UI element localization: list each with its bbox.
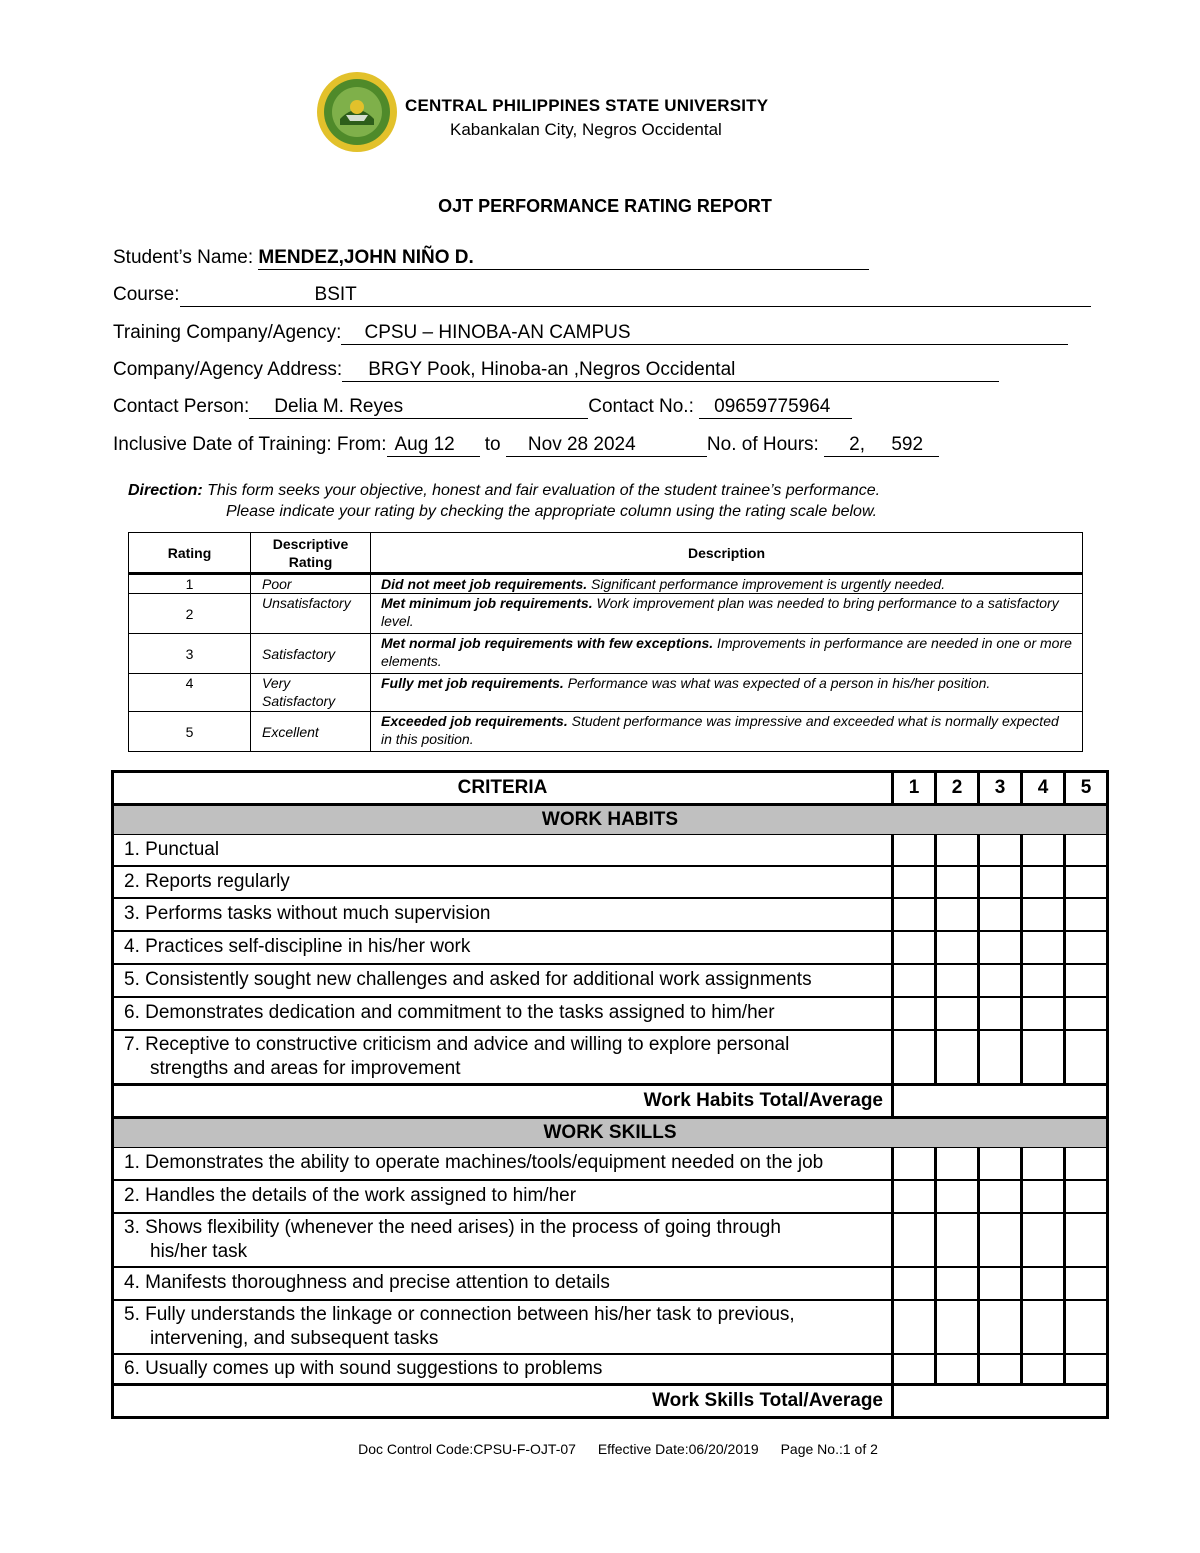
rating-column-5: 5 [1065, 772, 1108, 805]
hours-label: No. of Hours: [706, 434, 825, 455]
rating-box-3[interactable] [979, 1267, 1022, 1300]
scale-description-text: Student performance was impressive and exceeded what is normally expected in this position. [381, 713, 1059, 747]
scale-description [371, 712, 1083, 752]
rating-box-1[interactable] [893, 1354, 936, 1385]
rating-box-5[interactable] [1065, 1148, 1108, 1180]
rating-box-1[interactable] [893, 898, 936, 931]
direction-label: Direction: [128, 482, 203, 499]
rating-box-2[interactable] [936, 1267, 979, 1300]
scale-description-bold: Fully met job requirements. [381, 675, 564, 691]
course-label: Course: [113, 284, 180, 305]
company-line [113, 322, 1068, 345]
rating-box-2[interactable] [936, 835, 979, 866]
to-label: to [479, 434, 506, 455]
rating-box-4[interactable] [1022, 964, 1065, 997]
rating-box-2[interactable] [936, 1148, 979, 1180]
criteria-text-line-1: 3. Shows flexibility (whenever the need arises) in the process of going through [124, 1216, 781, 1238]
scale-description-bold: Met minimum job requirements. [381, 595, 593, 611]
from-date-value: Aug 12 [387, 434, 480, 457]
direction-line-2: Please indicate your rating by checking the appropriate column using the rating scale below. [226, 503, 878, 520]
contact-person-value: Delia M. Reyes [249, 396, 588, 419]
student-name-label: Student’s Name: [113, 247, 259, 268]
effective-date: Effective Date:06/20/2019 [597, 1441, 759, 1457]
scale-descriptive: Satisfactory [251, 634, 371, 674]
rating-box-4[interactable] [1022, 1300, 1065, 1354]
criteria-table [111, 770, 1109, 1419]
rating-header: Rating [129, 533, 251, 574]
criteria-text-line-2: his/her task [150, 1240, 248, 1262]
criteria-row [113, 1300, 1108, 1354]
rating-box-1[interactable] [893, 1180, 936, 1213]
university-address: Kabankalan City, Negros Occidental [450, 120, 722, 139]
training-dates-label: Inclusive Date of Training: From: [113, 434, 387, 455]
rating-box-2[interactable] [936, 1354, 979, 1385]
rating-column-3: 3 [979, 772, 1022, 805]
hours-value: 2, 592 [824, 434, 939, 457]
criteria-text [113, 1030, 893, 1085]
company-address-label: Company/Agency Address: [113, 359, 343, 380]
rating-scale-table [128, 532, 1083, 752]
company-label: Training Company/Agency: [113, 322, 342, 343]
rating-box-5[interactable] [1065, 1030, 1108, 1085]
rating-box-3[interactable] [979, 931, 1022, 964]
doc-control-code: Doc Control Code:CPSU-F-OJT-07 [358, 1441, 576, 1457]
rating-box-3[interactable] [979, 1300, 1022, 1354]
rating-box-5[interactable] [1065, 1180, 1108, 1213]
rating-box-5[interactable] [1065, 997, 1108, 1030]
work-skills-total-row [113, 1385, 1108, 1418]
rating-box-2[interactable] [936, 931, 979, 964]
criteria-text [113, 1213, 893, 1267]
criteria-text: 6. Usually comes up with sound suggestions to problems [113, 1354, 893, 1385]
rating-box-4[interactable] [1022, 866, 1065, 898]
rating-box-4[interactable] [1022, 898, 1065, 931]
rating-box-2[interactable] [936, 1300, 979, 1354]
section-title: WORK SKILLS [113, 1118, 1108, 1148]
page-footer [0, 1441, 1200, 1457]
criteria-row [113, 1180, 1108, 1213]
scale-row [129, 594, 1083, 634]
rating-box-1[interactable] [893, 866, 936, 898]
company-address-line [113, 359, 999, 382]
criteria-text-line-1: 7. Receptive to constructive criticism and advice and willing to explore personal [124, 1033, 790, 1055]
rating-box-2[interactable] [936, 997, 979, 1030]
scale-description-text: Significant performance improvement is urgently needed. [587, 576, 946, 592]
criteria-text: 1. Demonstrates the ability to operate machines/tools/equipment needed on the job [113, 1148, 893, 1180]
rating-box-5[interactable] [1065, 964, 1108, 997]
company-value: CPSU – HINOBA-AN CAMPUS [341, 322, 1068, 345]
rating-box-4[interactable] [1022, 931, 1065, 964]
work-habits-total-row [113, 1085, 1108, 1118]
criteria-text-line-2: strengths and areas for improvement [150, 1057, 461, 1079]
rating-box-1[interactable] [893, 997, 936, 1030]
rating-column-1: 1 [893, 772, 936, 805]
scale-row [129, 574, 1083, 594]
total-value-box[interactable] [893, 1085, 1108, 1118]
training-dates-line [113, 434, 939, 457]
rating-box-3[interactable] [979, 1354, 1022, 1385]
scale-description-bold: Met normal job requirements with few exceptions. [381, 635, 714, 651]
rating-box-3[interactable] [979, 1180, 1022, 1213]
criteria-text: 2. Reports regularly [113, 866, 893, 898]
scale-row [129, 712, 1083, 752]
rating-box-4[interactable] [1022, 1267, 1065, 1300]
rating-box-1[interactable] [893, 835, 936, 866]
rating-box-2[interactable] [936, 898, 979, 931]
rating-box-3[interactable] [979, 866, 1022, 898]
total-label: Work Habits Total/Average [113, 1085, 893, 1118]
rating-box-5[interactable] [1065, 866, 1108, 898]
criteria-row [113, 1030, 1108, 1085]
criteria-text: 6. Demonstrates dedication and commitment to the tasks assigned to him/her [113, 997, 893, 1030]
rating-box-5[interactable] [1065, 835, 1108, 866]
rating-box-3[interactable] [979, 1213, 1022, 1267]
rating-box-4[interactable] [1022, 1354, 1065, 1385]
criteria-row [113, 997, 1108, 1030]
section-title: WORK HABITS [113, 805, 1108, 835]
contact-no-value: 09659775964 [699, 396, 852, 419]
scale-descriptive: Very Satisfactory [251, 674, 371, 712]
rating-box-2[interactable] [936, 1180, 979, 1213]
rating-box-4[interactable] [1022, 1148, 1065, 1180]
rating-box-5[interactable] [1065, 1300, 1108, 1354]
scale-description-bold: Did not meet job requirements. [381, 576, 588, 592]
scale-description-bold: Exceeded job requirements. [381, 713, 568, 729]
rating-box-3[interactable] [979, 898, 1022, 931]
criteria-text: 4. Manifests thoroughness and precise attention to details [113, 1267, 893, 1300]
total-label: Work Skills Total/Average [113, 1385, 893, 1418]
student-name-value: MENDEZ,JOHN NIÑO D. [258, 247, 869, 270]
scale-rating: 2 [129, 594, 251, 634]
rating-box-5[interactable] [1065, 1267, 1108, 1300]
criteria-text: 1. Punctual [113, 835, 893, 866]
scale-description [371, 594, 1083, 634]
criteria-row [113, 866, 1108, 898]
scale-descriptive: Poor [251, 574, 371, 594]
scale-description-text: Work improvement plan was needed to bring performance to a satisfactory level. [381, 595, 1059, 629]
criteria-row [113, 1354, 1108, 1385]
contact-person-label: Contact Person: [113, 396, 250, 417]
rating-box-3[interactable] [979, 1148, 1022, 1180]
rating-box-3[interactable] [979, 1030, 1022, 1085]
scale-rating: 4 [129, 674, 251, 712]
course-value: BSIT [180, 284, 1091, 307]
page-number: Page No.:1 of 2 [780, 1441, 878, 1457]
scale-descriptive: Excellent [251, 712, 371, 752]
rating-box-4[interactable] [1022, 1030, 1065, 1085]
rating-box-5[interactable] [1065, 931, 1108, 964]
rating-box-3[interactable] [979, 835, 1022, 866]
rating-box-2[interactable] [936, 964, 979, 997]
scale-description-text: Improvements in performance are needed in one or more elements. [381, 635, 1072, 669]
section-header-work-skills [113, 1118, 1108, 1148]
to-date-value: Nov 28 2024 [506, 434, 707, 457]
report-title: OJT PERFORMANCE RATING REPORT [438, 196, 772, 216]
scale-description [371, 674, 1083, 712]
rating-box-2[interactable] [936, 1030, 979, 1085]
rating-box-1[interactable] [893, 1030, 936, 1085]
descriptive-rating-header: Descriptive Rating [251, 533, 371, 574]
rating-box-1[interactable] [893, 1148, 936, 1180]
criteria-text: 4. Practices self-discipline in his/her work [113, 931, 893, 964]
contact-line [113, 396, 852, 419]
direction-text [128, 480, 880, 522]
rating-box-4[interactable] [1022, 835, 1065, 866]
rating-column-2: 2 [936, 772, 979, 805]
rating-box-1[interactable] [893, 1213, 936, 1267]
rating-box-1[interactable] [893, 1300, 936, 1354]
scale-rating: 3 [129, 634, 251, 674]
criteria-text-line-1: 5. Fully understands the linkage or connection between his/her task to previous, [124, 1303, 795, 1325]
rating-scale-header [129, 533, 1083, 574]
criteria-row [113, 1148, 1108, 1180]
scale-description-text: Performance was what was expected of a person in his/her position. [563, 675, 991, 691]
rating-box-5[interactable] [1065, 1213, 1108, 1267]
criteria-text [113, 1300, 893, 1354]
scale-description [371, 634, 1083, 674]
criteria-row [113, 931, 1108, 964]
criteria-text-line-2: intervening, and subsequent tasks [150, 1327, 439, 1349]
criteria-row [113, 835, 1108, 866]
scale-rating: 1 [129, 574, 251, 594]
rating-box-3[interactable] [979, 964, 1022, 997]
scale-descriptive: Unsatisfactory [251, 594, 371, 634]
company-address-value: BRGY Pook, Hinoba-an ,Negros Occidental [342, 359, 999, 382]
rating-box-1[interactable] [893, 931, 936, 964]
rating-box-2[interactable] [936, 866, 979, 898]
course-line [113, 284, 1091, 307]
rating-box-4[interactable] [1022, 1180, 1065, 1213]
criteria-row [113, 1267, 1108, 1300]
student-name-line [113, 247, 869, 270]
rating-box-4[interactable] [1022, 997, 1065, 1030]
scale-description [371, 574, 1083, 594]
criteria-row [113, 1213, 1108, 1267]
total-value-box[interactable] [893, 1385, 1108, 1418]
criteria-row [113, 964, 1108, 997]
rating-box-1[interactable] [893, 1267, 936, 1300]
rating-column-4: 4 [1022, 772, 1065, 805]
university-seal [316, 71, 398, 153]
rating-box-5[interactable] [1065, 1354, 1108, 1385]
direction-line-1: This form seeks your objective, honest and fair evaluation of the student trainee’s performance. [202, 482, 881, 499]
criteria-header: CRITERIA [113, 772, 893, 805]
rating-box-4[interactable] [1022, 1213, 1065, 1267]
criteria-header-row [113, 772, 1108, 805]
rating-box-3[interactable] [979, 997, 1022, 1030]
rating-box-5[interactable] [1065, 898, 1108, 931]
contact-no-label: Contact No.: [588, 396, 700, 417]
scale-rating: 5 [129, 712, 251, 752]
scale-row [129, 634, 1083, 674]
criteria-text: 5. Consistently sought new challenges and asked for additional work assignments [113, 964, 893, 997]
rating-box-1[interactable] [893, 964, 936, 997]
section-header-work-habits [113, 805, 1108, 835]
criteria-text: 2. Handles the details of the work assigned to him/her [113, 1180, 893, 1213]
description-header: Description [371, 533, 1083, 574]
university-name: CENTRAL PHILIPPINES STATE UNIVERSITY [405, 96, 769, 115]
criteria-text: 3. Performs tasks without much supervision [113, 898, 893, 931]
rating-box-2[interactable] [936, 1213, 979, 1267]
criteria-row [113, 898, 1108, 931]
scale-row [129, 674, 1083, 712]
